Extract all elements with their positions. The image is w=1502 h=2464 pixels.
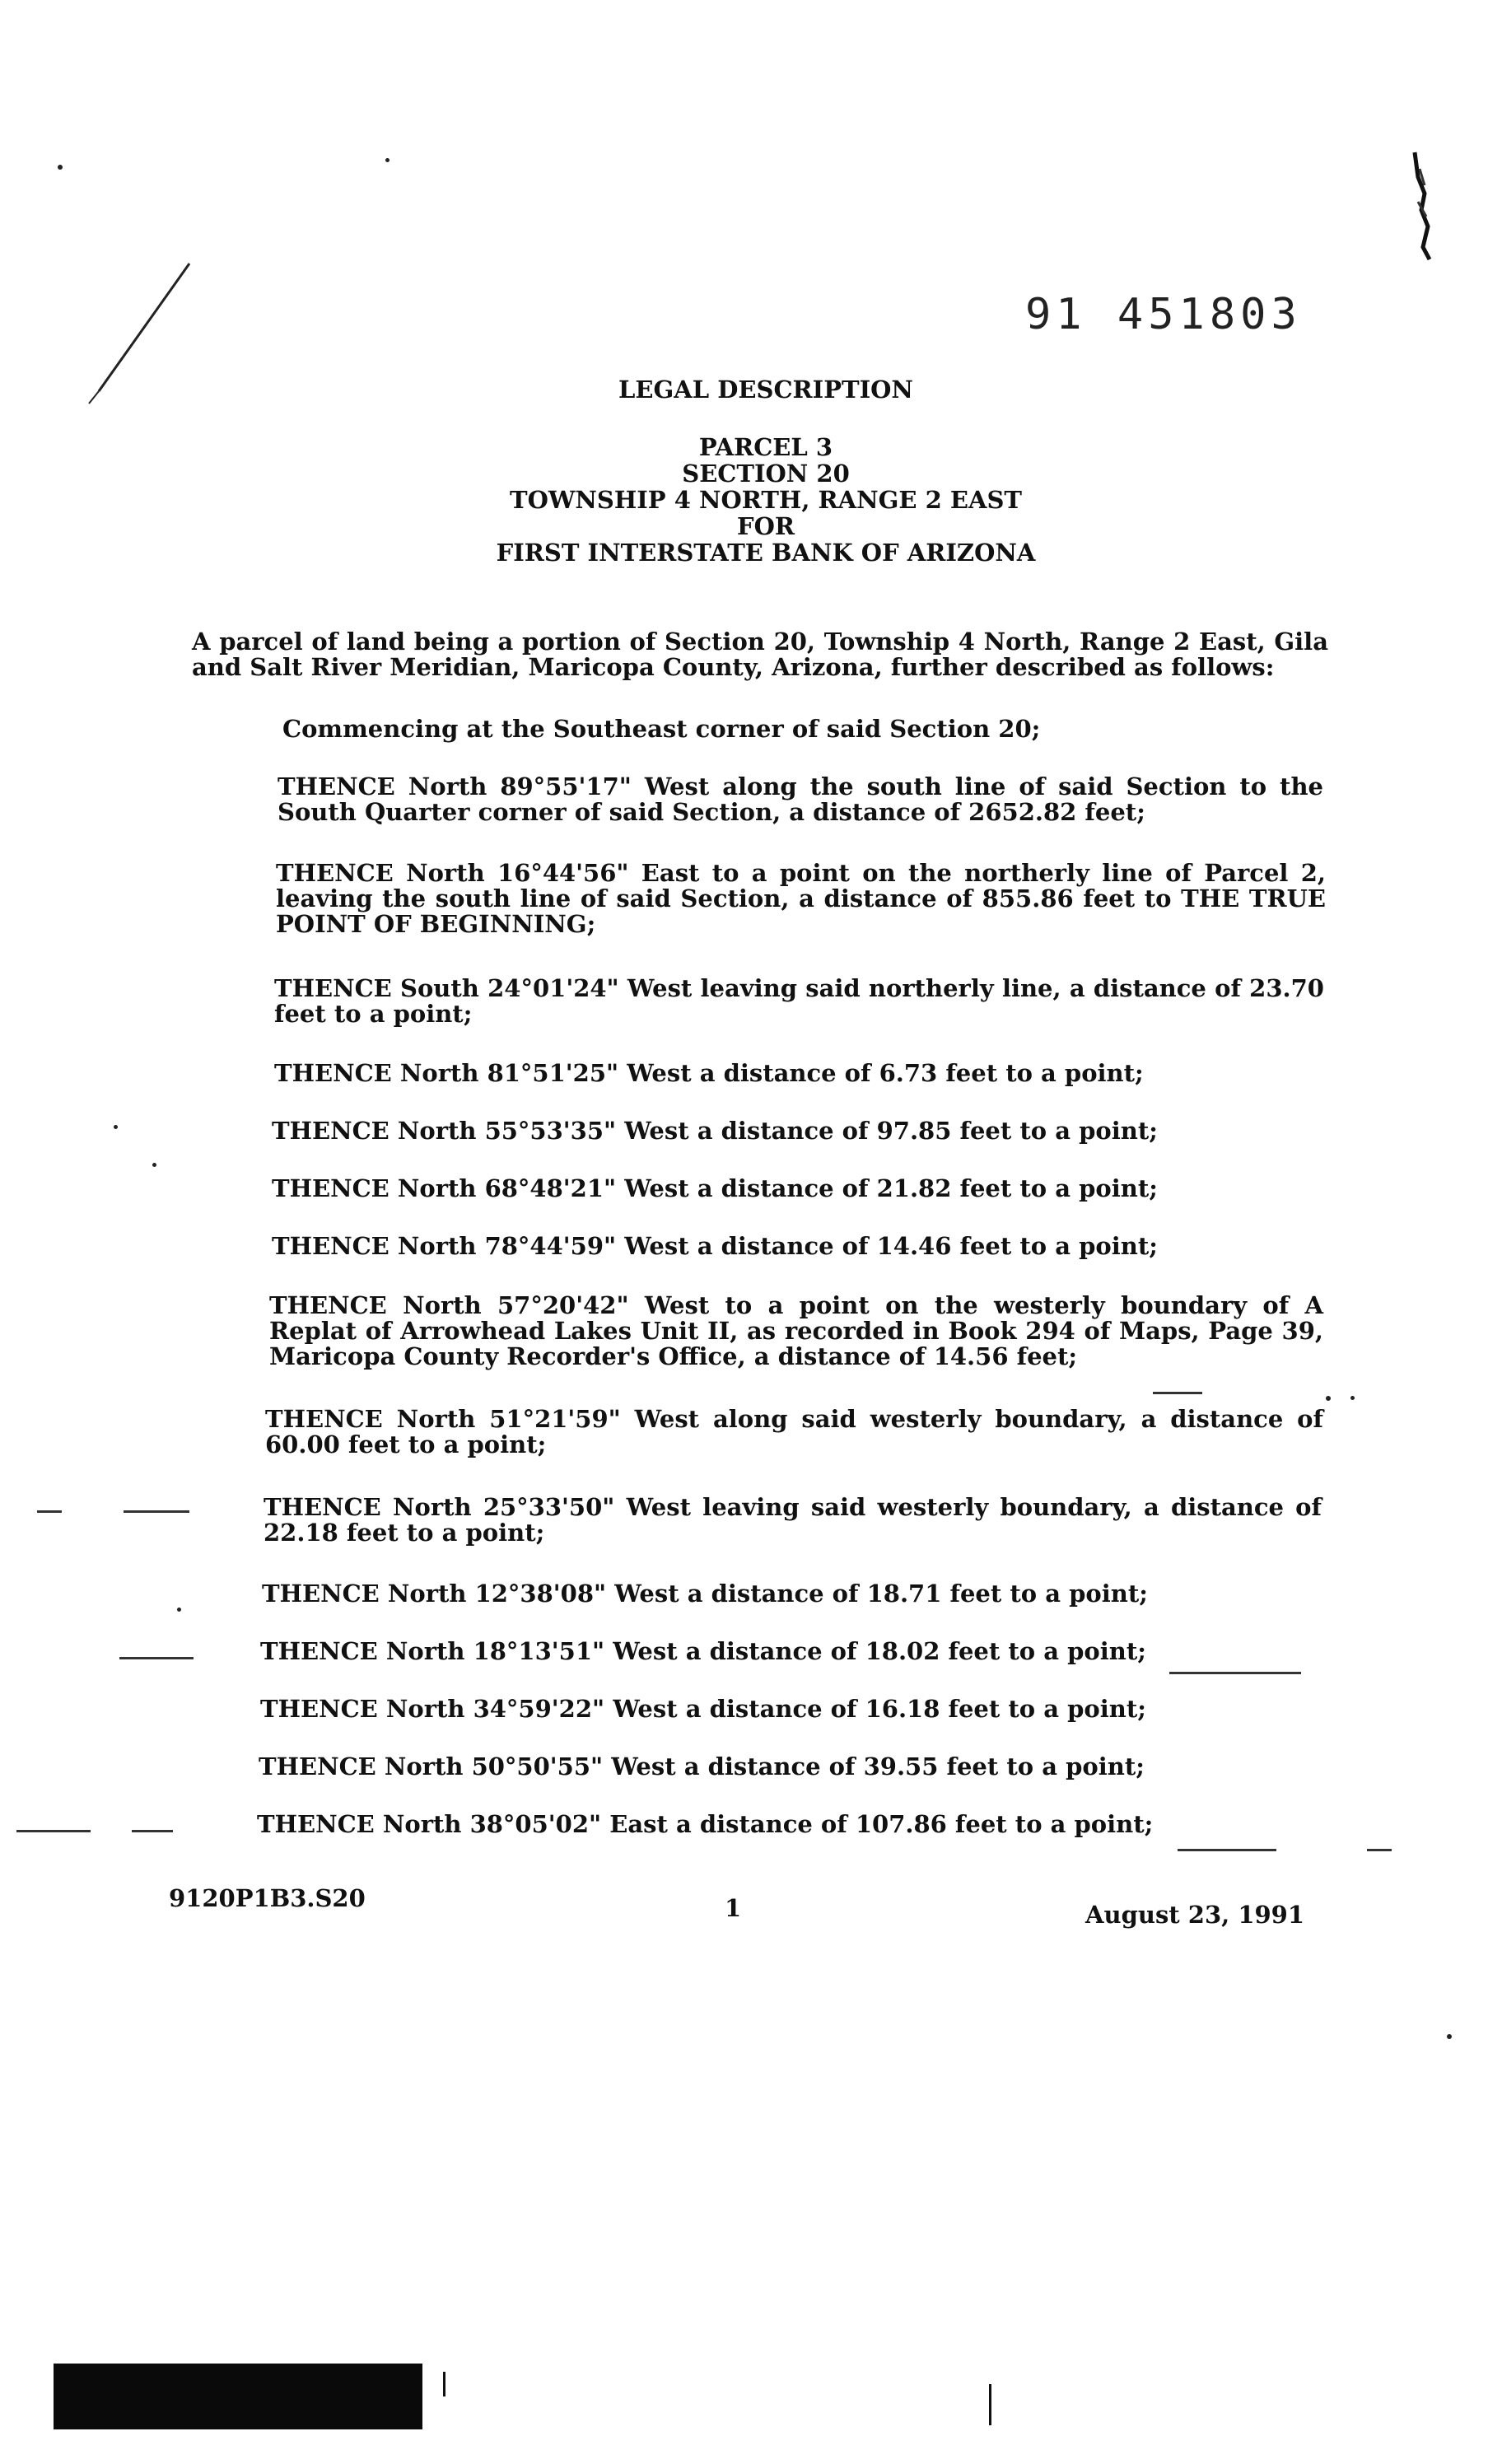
scan-dash [1367, 1849, 1392, 1851]
scan-dash [1153, 1392, 1202, 1394]
bank-heading: FIRST INTERSTATE BANK OF ARIZONA [496, 539, 1036, 567]
for-heading: FOR [737, 512, 795, 540]
scan-dash [124, 1510, 189, 1513]
course-paragraph: THENCE North 78°44'59" West a distance of 14.46 feet to a point; [272, 1232, 1158, 1260]
commencing-paragraph: Commencing at the Southeast corner of said Section 20; [282, 715, 1041, 743]
recording-number: 91 451803 [1025, 290, 1302, 339]
course-paragraph: THENCE North 51°21'59" West along said westerly boundary, a distance of 60.00 feet to a point; [265, 1405, 1323, 1458]
course-paragraph: THENCE North 34°59'22" West a distance of 16.18 feet to a point; [260, 1695, 1146, 1723]
scan-speck [177, 1608, 181, 1612]
scan-speck [385, 158, 389, 162]
scan-speck [1326, 1396, 1331, 1401]
edge-mark [989, 2384, 991, 2425]
scan-speck [114, 1125, 118, 1129]
course-paragraph: THENCE North 38°05'02" East a distance of 107.86 feet to a point; [257, 1810, 1154, 1838]
township-heading: TOWNSHIP 4 NORTH, RANGE 2 EAST [509, 486, 1022, 514]
scan-dash [37, 1510, 62, 1513]
course-paragraph: THENCE North 25°33'50" West leaving said westerly boundary, a distance of 22.18 feet to a point; [264, 1493, 1322, 1547]
section-heading: SECTION 20 [682, 460, 850, 488]
page-number: 1 [725, 1894, 742, 1922]
handwritten-slash-mark [66, 247, 214, 412]
file-code: 9120P1B3.S20 [169, 1884, 366, 1912]
scan-dash [132, 1830, 173, 1832]
scan-dash [119, 1657, 194, 1659]
binding-strip [54, 2364, 422, 2429]
course-paragraph: THENCE South 24°01'24" West leaving said northerly line, a distance of 23.70 feet to a point; [274, 974, 1324, 1028]
intro-paragraph: A parcel of land being a portion of Section 20, Township 4 North, Range 2 East, Gila and Salt River Meridian, Maricopa County, Arizona, further described as follows: [192, 628, 1328, 681]
scan-dash [1178, 1849, 1276, 1851]
edge-mark [443, 2372, 445, 2396]
course-paragraph: THENCE North 12°38'08" West a distance of 18.71 feet to a point; [262, 1580, 1148, 1608]
document-date: August 23, 1991 [1085, 1901, 1305, 1929]
course-paragraph: THENCE North 89°55'17" West along the south line of said Section to the South Quarter corner of said Section, a distance of 2652.82 feet; [278, 772, 1323, 826]
scan-speck [1350, 1396, 1355, 1400]
scan-dash [1169, 1672, 1301, 1674]
scan-speck [58, 165, 63, 170]
course-paragraph: THENCE North 81°51'25" West a distance of 6.73 feet to a point; [274, 1059, 1144, 1087]
course-paragraph: THENCE North 57°20'42" West to a point on the westerly boundary of A Replat of Arrowhead Lakes Unit II, as recorded in Book 294 of Maps, Page 39, Maricopa County Recorder's Office, a distance of 14.56 feet; [269, 1291, 1323, 1370]
course-paragraph: THENCE North 68°48'21" West a distance of 21.82 feet to a point; [272, 1174, 1158, 1202]
course-paragraph: THENCE North 16°44'56" East to a point on the northerly line of Parcel 2, leaving the south line of said Section, a distance of 855.86 feet to THE TRUE POINT OF BEGINNING; [276, 859, 1326, 938]
course-paragraph: THENCE North 55°53'35" West a distance of 97.85 feet to a point; [272, 1117, 1158, 1145]
scan-dash [16, 1830, 91, 1832]
edge-scribble-mark [1400, 144, 1449, 268]
scan-speck [152, 1163, 156, 1167]
course-paragraph: THENCE North 18°13'51" West a distance of 18.02 feet to a point; [260, 1637, 1146, 1665]
page-title: LEGAL DESCRIPTION [618, 376, 913, 404]
course-paragraph: THENCE North 50°50'55" West a distance of 39.55 feet to a point; [259, 1752, 1145, 1780]
scan-speck [1447, 2034, 1452, 2039]
parcel-heading: PARCEL 3 [698, 433, 833, 461]
